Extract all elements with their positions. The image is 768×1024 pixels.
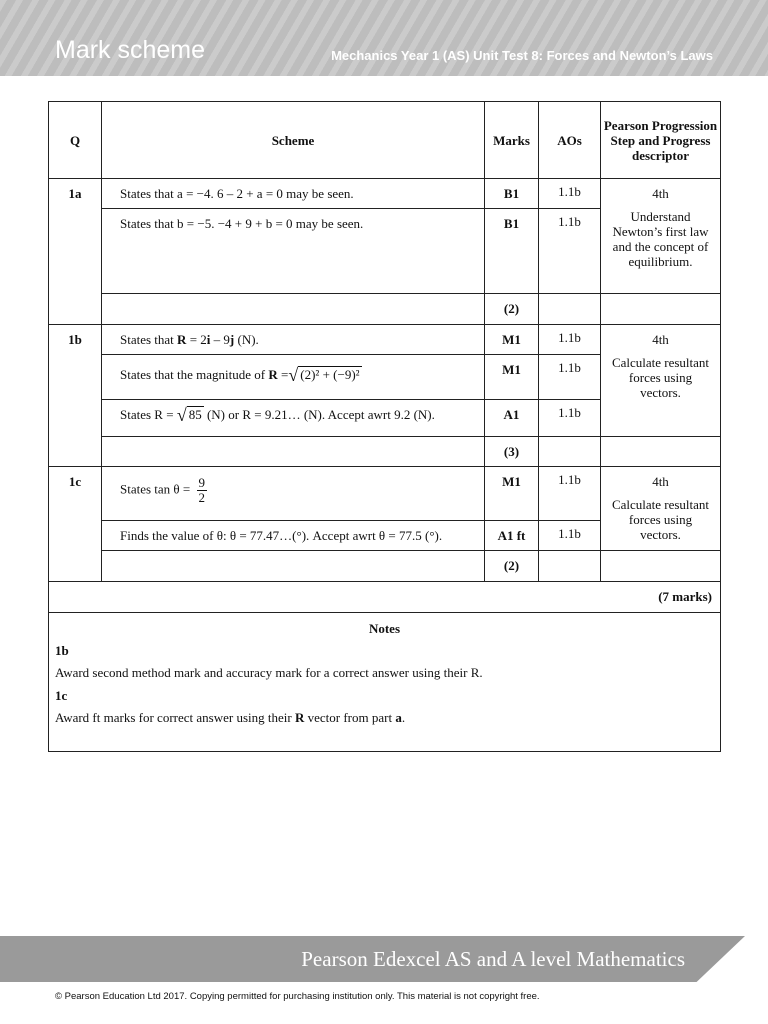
ao-value: 1.1b <box>539 179 601 209</box>
notes-section <box>49 613 721 752</box>
mark-value: B1 <box>485 179 539 209</box>
empty-cell <box>539 294 601 325</box>
empty-cell <box>601 551 721 582</box>
mark-value: M1 <box>485 355 539 400</box>
subtotal-1b: (3) <box>485 437 539 467</box>
text-part: (N) or R = 9.21… (N). Accept awrt 9.2 (N). <box>203 407 435 422</box>
part-label: a <box>395 710 402 725</box>
ao-value: 1.1b <box>539 521 601 551</box>
empty-cell <box>539 551 601 582</box>
note-heading-1c: 1c <box>55 688 68 703</box>
col-header-marks: Marks <box>485 102 539 179</box>
progress-descriptor-1a <box>601 179 721 294</box>
question-label-1a: 1a <box>49 179 102 325</box>
text-part: vector from part <box>304 710 396 725</box>
scheme-text-1c-2: Finds the value of θ: θ = 77.47…(°). Accept awrt θ = 77.5 (°). <box>102 521 485 551</box>
empty-cell <box>102 294 485 325</box>
progression-step: 4th <box>652 186 669 201</box>
unit-vector-j: j <box>229 332 235 347</box>
fraction <box>197 476 208 505</box>
notes-title: Notes <box>368 621 401 636</box>
ao-value: 1.1b <box>539 355 601 400</box>
progression-step: 4th <box>652 474 669 489</box>
vector-r: R <box>268 367 278 382</box>
empty-cell <box>601 294 721 325</box>
vector-r: R <box>294 710 305 725</box>
text-part: Award ft marks for correct answer using their <box>55 710 295 725</box>
question-label-1b: 1b <box>49 325 102 467</box>
ao-value: 1.1b <box>539 400 601 437</box>
descriptor-text: Calculate resultant forces using vectors. <box>611 497 710 542</box>
table-row <box>49 613 721 752</box>
empty-cell <box>601 437 721 467</box>
radicand: 85 <box>188 407 202 422</box>
col-header-pearson: Pearson Progression Step and Progress descriptor <box>601 102 721 179</box>
subtotal-1c: (2) <box>485 551 539 582</box>
mark-value: B1 <box>485 209 539 294</box>
scheme-text-1b-2 <box>102 355 485 400</box>
mark-value: M1 <box>485 467 539 521</box>
col-header-q: Q <box>49 102 102 179</box>
ao-value: 1.1b <box>539 325 601 355</box>
header-row <box>49 102 721 179</box>
radicand: (2)² + (−9)² <box>300 367 360 382</box>
empty-cell <box>102 437 485 467</box>
header-subtitle: Mechanics Year 1 (AS) Unit Test 8: Forces and Newton’s Laws <box>331 48 713 63</box>
table-row <box>49 179 721 209</box>
table-row <box>49 467 721 521</box>
total-marks: (7 marks) <box>49 582 721 613</box>
text-part: States tan θ = <box>120 481 194 497</box>
mark-value: M1 <box>485 325 539 355</box>
empty-cell <box>539 437 601 467</box>
table-row <box>49 437 721 467</box>
descriptor-text: Calculate resultant forces using vectors. <box>611 355 710 400</box>
scheme-text-1a-1: States that a = −4. 6 – 2 + a = 0 may be seen. <box>120 186 354 201</box>
text-part: = <box>277 367 289 382</box>
radical-sign: √ <box>288 365 299 385</box>
scheme-text-1b-1 <box>102 325 485 355</box>
vector-r: R <box>177 332 187 347</box>
note-body-1b: Award second method mark and accuracy mark for a correct answer using their R. <box>55 665 483 680</box>
page-header <box>0 0 768 76</box>
question-label-1c: 1c <box>49 467 102 582</box>
descriptor-text: Understand Newton’s first law and the concept of equilibrium. <box>612 209 709 269</box>
square-root <box>288 367 361 383</box>
text-part: (N). <box>234 332 259 347</box>
note-heading-1b: 1b <box>55 643 69 658</box>
text-part: States that <box>120 332 178 347</box>
progression-step: 4th <box>652 332 669 347</box>
scheme-text <box>102 179 485 209</box>
unit-vector-i: i <box>206 332 211 347</box>
fraction-numerator: 9 <box>198 475 205 490</box>
text-part: States that the magnitude of <box>120 367 269 382</box>
progress-descriptor-1c <box>601 467 721 551</box>
scheme-text-1b-3 <box>102 400 485 437</box>
radical-sign: √ <box>176 405 187 425</box>
text-part: States R = <box>120 407 177 422</box>
scheme-text-1c-1 <box>102 467 485 521</box>
col-header-scheme: Scheme <box>102 102 485 179</box>
square-root <box>177 407 204 423</box>
table-row <box>49 294 721 325</box>
fraction-denominator: 2 <box>198 490 205 505</box>
ao-value: 1.1b <box>539 209 601 294</box>
empty-cell <box>102 551 485 582</box>
text-part: = 2 <box>186 332 207 347</box>
subtotal-1a: (2) <box>485 294 539 325</box>
table-row <box>49 582 721 613</box>
footer-band-title: Pearson Edexcel AS and A level Mathematics <box>301 947 685 971</box>
mark-value: A1 ft <box>485 521 539 551</box>
table-row <box>49 325 721 355</box>
text-part: – 9 <box>210 332 230 347</box>
progress-descriptor-1b <box>601 325 721 437</box>
scheme-text-1a-2: States that b = −5. −4 + 9 + b = 0 may be seen. <box>102 209 485 294</box>
header-title: Mark scheme <box>55 36 206 64</box>
note-body-1c <box>55 710 714 725</box>
table-row <box>49 551 721 582</box>
text-part: . <box>401 710 406 725</box>
col-header-aos: AOs <box>539 102 601 179</box>
ao-value: 1.1b <box>539 467 601 521</box>
mark-scheme-table <box>48 101 721 752</box>
copyright-notice: © Pearson Education Ltd 2017. Copying permitted for purchasing institution only. This material is not copyright free. <box>55 991 540 1002</box>
mark-value: A1 <box>485 400 539 437</box>
